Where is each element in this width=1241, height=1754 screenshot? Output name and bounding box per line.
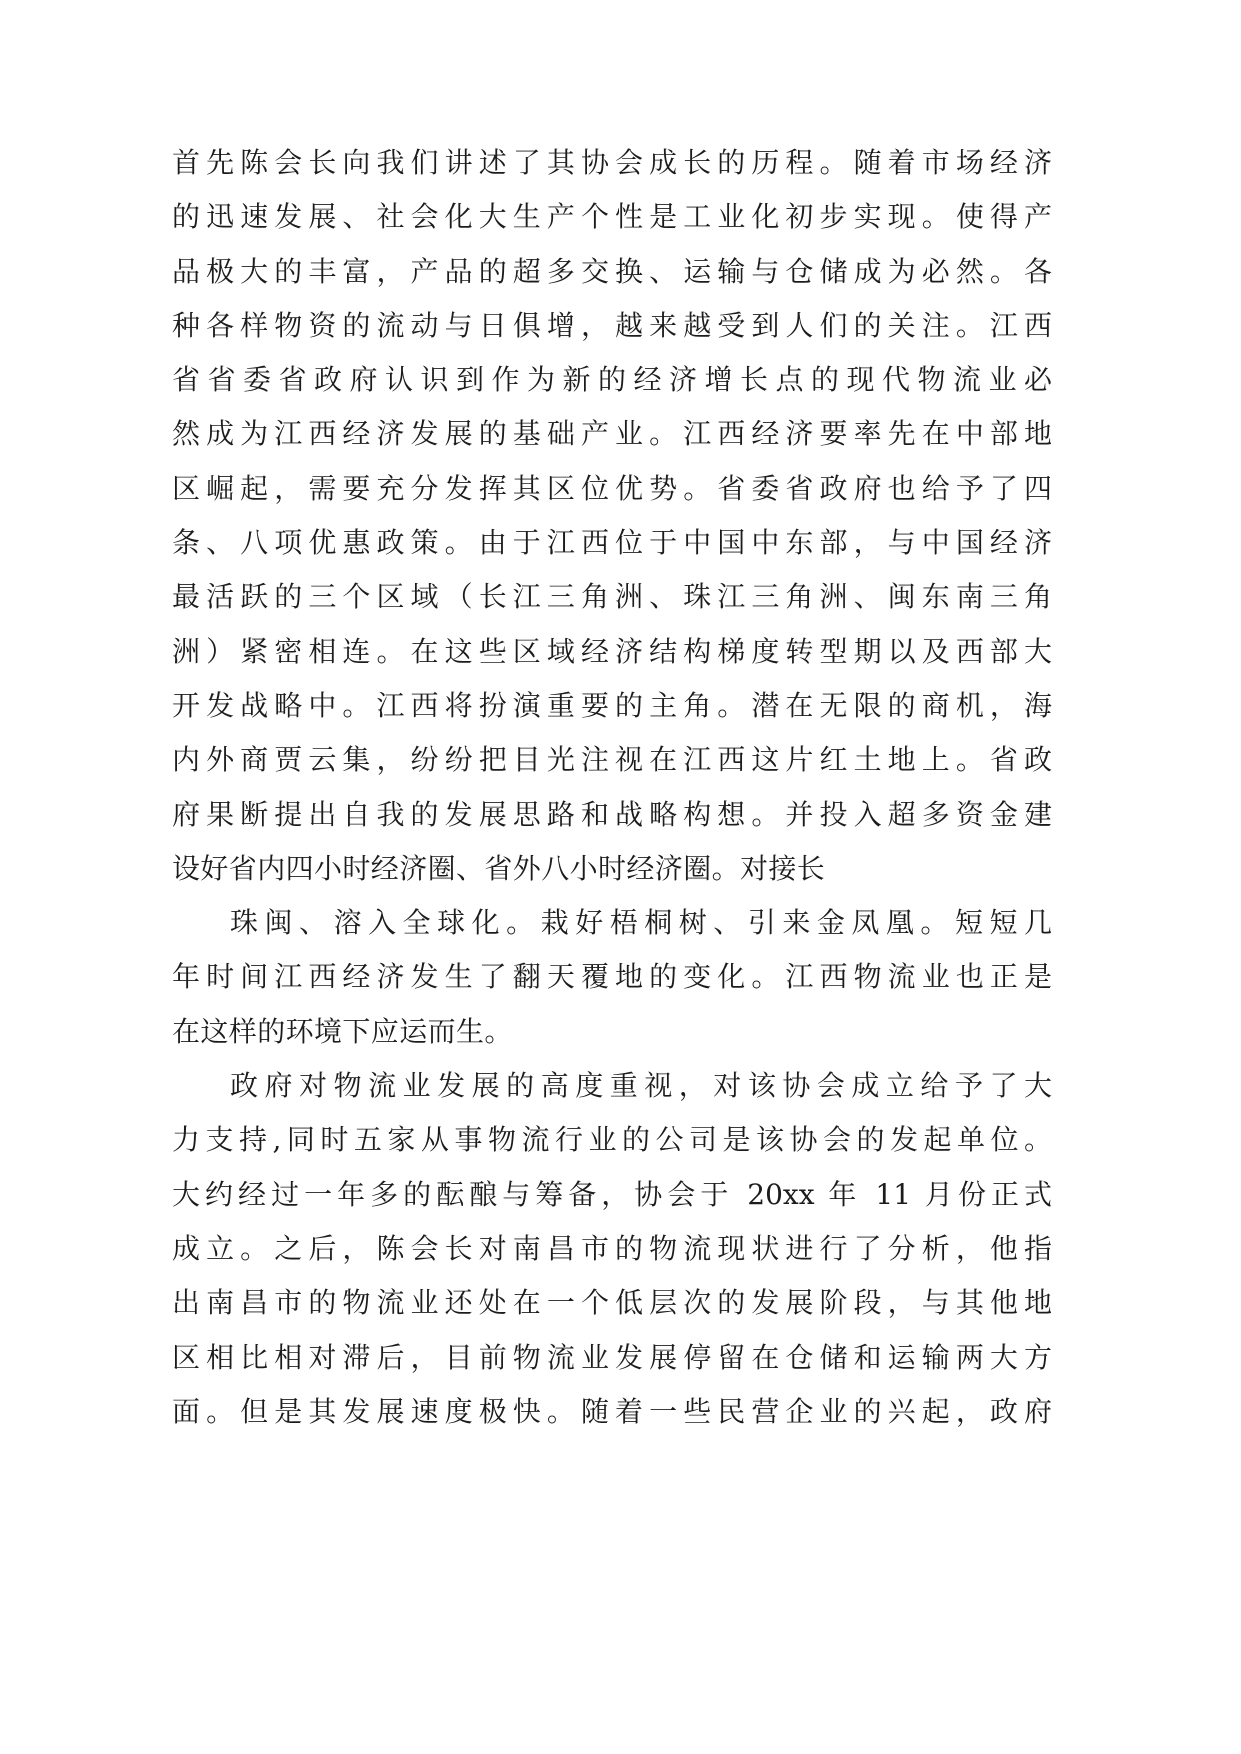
text-line: 成立。之后，陈会长对南昌市的物流现状进行了分析，他指	[172, 1231, 1052, 1265]
paragraph-3	[172, 1059, 1052, 1439]
text-line: 内外商贾云集，纷纷把目光注视在江西这片红土地上。省政	[172, 743, 1052, 777]
text-line: 出南昌市的物流业还处在一个低层次的发展阶段，与其他地	[172, 1286, 1052, 1320]
text-line: 政府对物流业发展的高度重视，对该协会成立给予了大	[230, 1069, 1052, 1103]
text-line: 最活跃的三个区域（长江三角洲、珠江三角洲、闽东南三角	[172, 580, 1052, 614]
text-line: 力支持,同时五家从事物流行业的公司是该协会的发起单位。	[172, 1123, 1052, 1157]
document-body	[172, 136, 1052, 1439]
text-line: 年时间江西经济发生了翻天覆地的变化。江西物流业也正是	[172, 960, 1052, 994]
text-line: 开发战略中。江西将扮演重要的主角。潜在无限的商机，海	[172, 688, 1052, 722]
text-line: 品极大的丰富，产品的超多交换、运输与仓储成为必然。各	[172, 254, 1052, 288]
paragraph-2	[172, 896, 1052, 1059]
text-line: 大约经过一年多的酝酿与筹备，协会于 20xx 年 11 月份正式	[172, 1177, 1052, 1211]
text-line: 的迅速发展、社会化大生产个性是工业化初步实现。使得产	[172, 200, 1052, 234]
text-line: 在这样的环境下应运而生。	[172, 1014, 513, 1048]
text-line: 然成为江西经济发展的基础产业。江西经济要率先在中部地	[172, 417, 1052, 451]
text-line: 区相比相对滞后，目前物流业发展停留在仓储和运输两大方	[172, 1340, 1052, 1374]
text-line: 首先陈会长向我们讲述了其协会成长的历程。随着市场经济	[172, 146, 1052, 179]
text-line: 珠闽、溶入全球化。栽好梧桐树、引来金凤凰。短短几	[230, 906, 1052, 940]
paragraph-1	[172, 136, 1052, 896]
text-line: 洲）紧密相连。在这些区域经济结构梯度转型期以及西部大	[172, 634, 1052, 668]
text-line: 府果断提出自我的发展思路和战略构想。并投入超多资金建	[172, 797, 1052, 831]
text-line: 面。但是其发展速度极快。随着一些民营企业的兴起，政府	[172, 1394, 1052, 1428]
text-line: 种各样物资的流动与日俱增，越来越受到人们的关注。江西	[172, 308, 1052, 342]
text-line: 区崛起，需要充分发挥其区位优势。省委省政府也给予了四	[172, 471, 1052, 505]
text-line: 省省委省政府认识到作为新的经济增长点的现代物流业必	[172, 363, 1052, 397]
text-line: 设好省内四小时经济圈、省外八小时经济圈。对接长	[172, 851, 826, 885]
text-line: 条、八项优惠政策。由于江西位于中国中东部，与中国经济	[172, 526, 1052, 560]
